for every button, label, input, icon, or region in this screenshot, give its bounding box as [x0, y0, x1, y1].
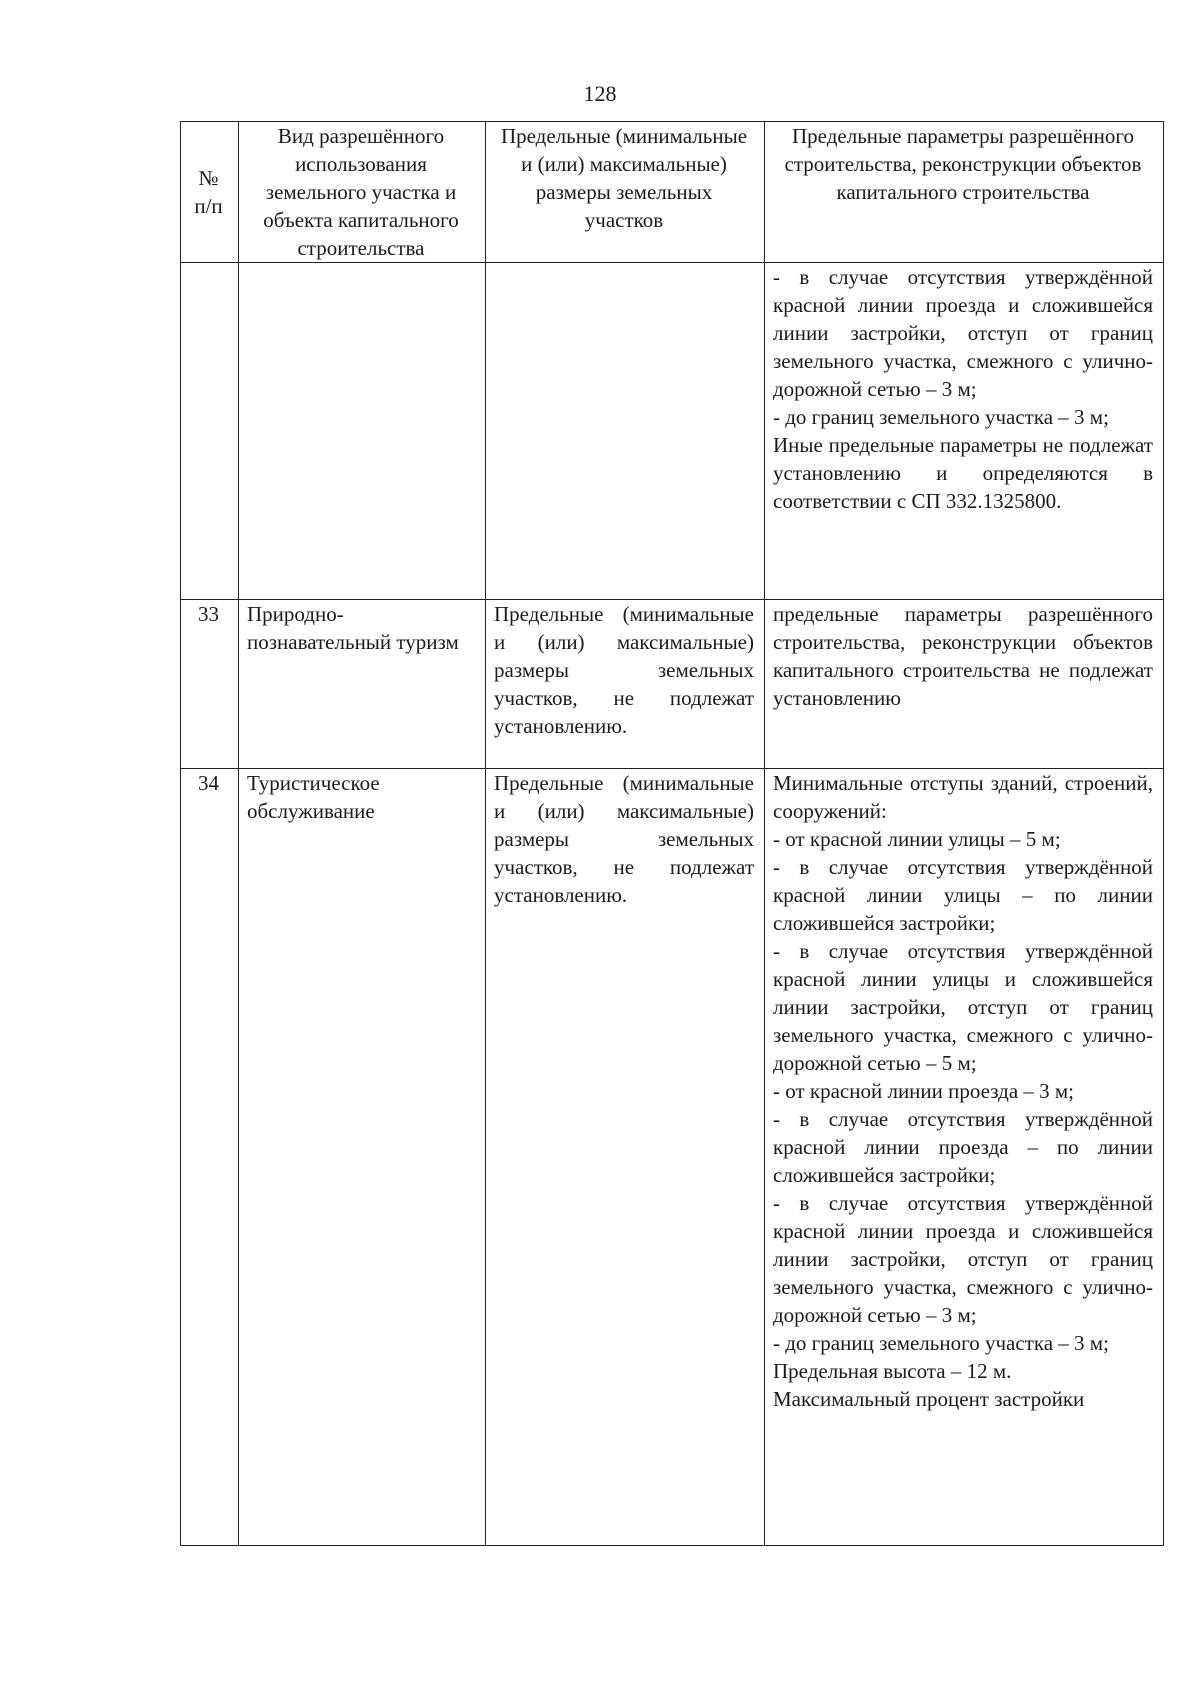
header-number: № п/п: [181, 122, 239, 263]
plot-sizes-cell: [486, 769, 765, 1546]
plot-sizes-text: Предельные (минимальные и (или) максимальные) размеры земельных участков, не подлежат установлению.: [494, 602, 754, 738]
param-line: Минимальные отступы зданий, строений, сооружений:: [773, 771, 1153, 823]
plot-sizes-cell: [486, 600, 765, 769]
header-use-type: Вид разрешённого использования земельного участка и объекта капитального строительства: [239, 122, 486, 263]
use-type-cell: [239, 263, 486, 600]
param-line: - в случае отсутствия утверждённой красной линии проезда и сложившейся линии застройки, отступ от границ земельного участка, смежного с улично-дорожной сетью – 3 м;: [773, 265, 1153, 401]
param-line: - от красной линии улицы – 5 м;: [773, 827, 1061, 851]
land-use-parameters-table: [180, 121, 1164, 1546]
param-line: - в случае отсутствия утверждённой красной линии проезда – по линии сложившейся застройки;: [773, 1107, 1153, 1187]
param-line: - в случае отсутствия утверждённой красной линии улицы и сложившейся линии застройки, отступ от границ земельного участка, смежного с улично-дорожной сетью – 5 м;: [773, 939, 1153, 1075]
param-line: Максимальный процент застройки: [773, 1387, 1085, 1411]
plot-sizes-text: Предельные (минимальные и (или) максимальные) размеры земельных участков, не подлежат установлению.: [494, 771, 754, 907]
param-line: - до границ земельного участка – 3 м;: [773, 405, 1109, 429]
construction-params-cell: [765, 769, 1164, 1546]
header-plot-sizes: Предельные (минимальные и (или) максимальные) размеры земельных участков: [486, 122, 765, 263]
plot-sizes-cell: [486, 263, 765, 600]
header-construction-params: Предельные параметры разрешённого строительства, реконструкции объектов капитального строительства: [765, 122, 1164, 263]
param-line: - от красной линии проезда – 3 м;: [773, 1079, 1075, 1103]
construction-params-cell: [765, 263, 1164, 600]
use-type-cell: Туристическое обслуживание: [239, 769, 486, 1546]
row-number-cell: [181, 263, 239, 600]
param-line: - в случае отсутствия утверждённой красной линии улицы – по линии сложившейся застройки;: [773, 855, 1153, 935]
param-line: - в случае отсутствия утверждённой красной линии проезда и сложившейся линии застройки, отступ от границ земельного участка, смежного с улично-дорожной сетью – 3 м;: [773, 1191, 1153, 1327]
table-row: [181, 263, 1164, 600]
param-line: - до границ земельного участка – 3 м;: [773, 1331, 1109, 1355]
table-header-row: [181, 122, 1164, 263]
table-row: [181, 769, 1164, 1546]
param-line: Предельная высота – 12 м.: [773, 1359, 1012, 1383]
use-type-cell: Природно-познавательный туризм: [239, 600, 486, 769]
table-row: [181, 600, 1164, 769]
row-number-cell: 34: [181, 769, 239, 1546]
page-number: 128: [583, 81, 617, 106]
param-line: предельные параметры разрешённого строительства, реконструкции объектов капитального строительства не подлежат установлению: [773, 602, 1153, 710]
param-line: Иные предельные параметры не подлежат установлению и определяются в соответствии с СП 332.1325800.: [773, 433, 1153, 513]
row-number-cell: 33: [181, 600, 239, 769]
construction-params-cell: [765, 600, 1164, 769]
